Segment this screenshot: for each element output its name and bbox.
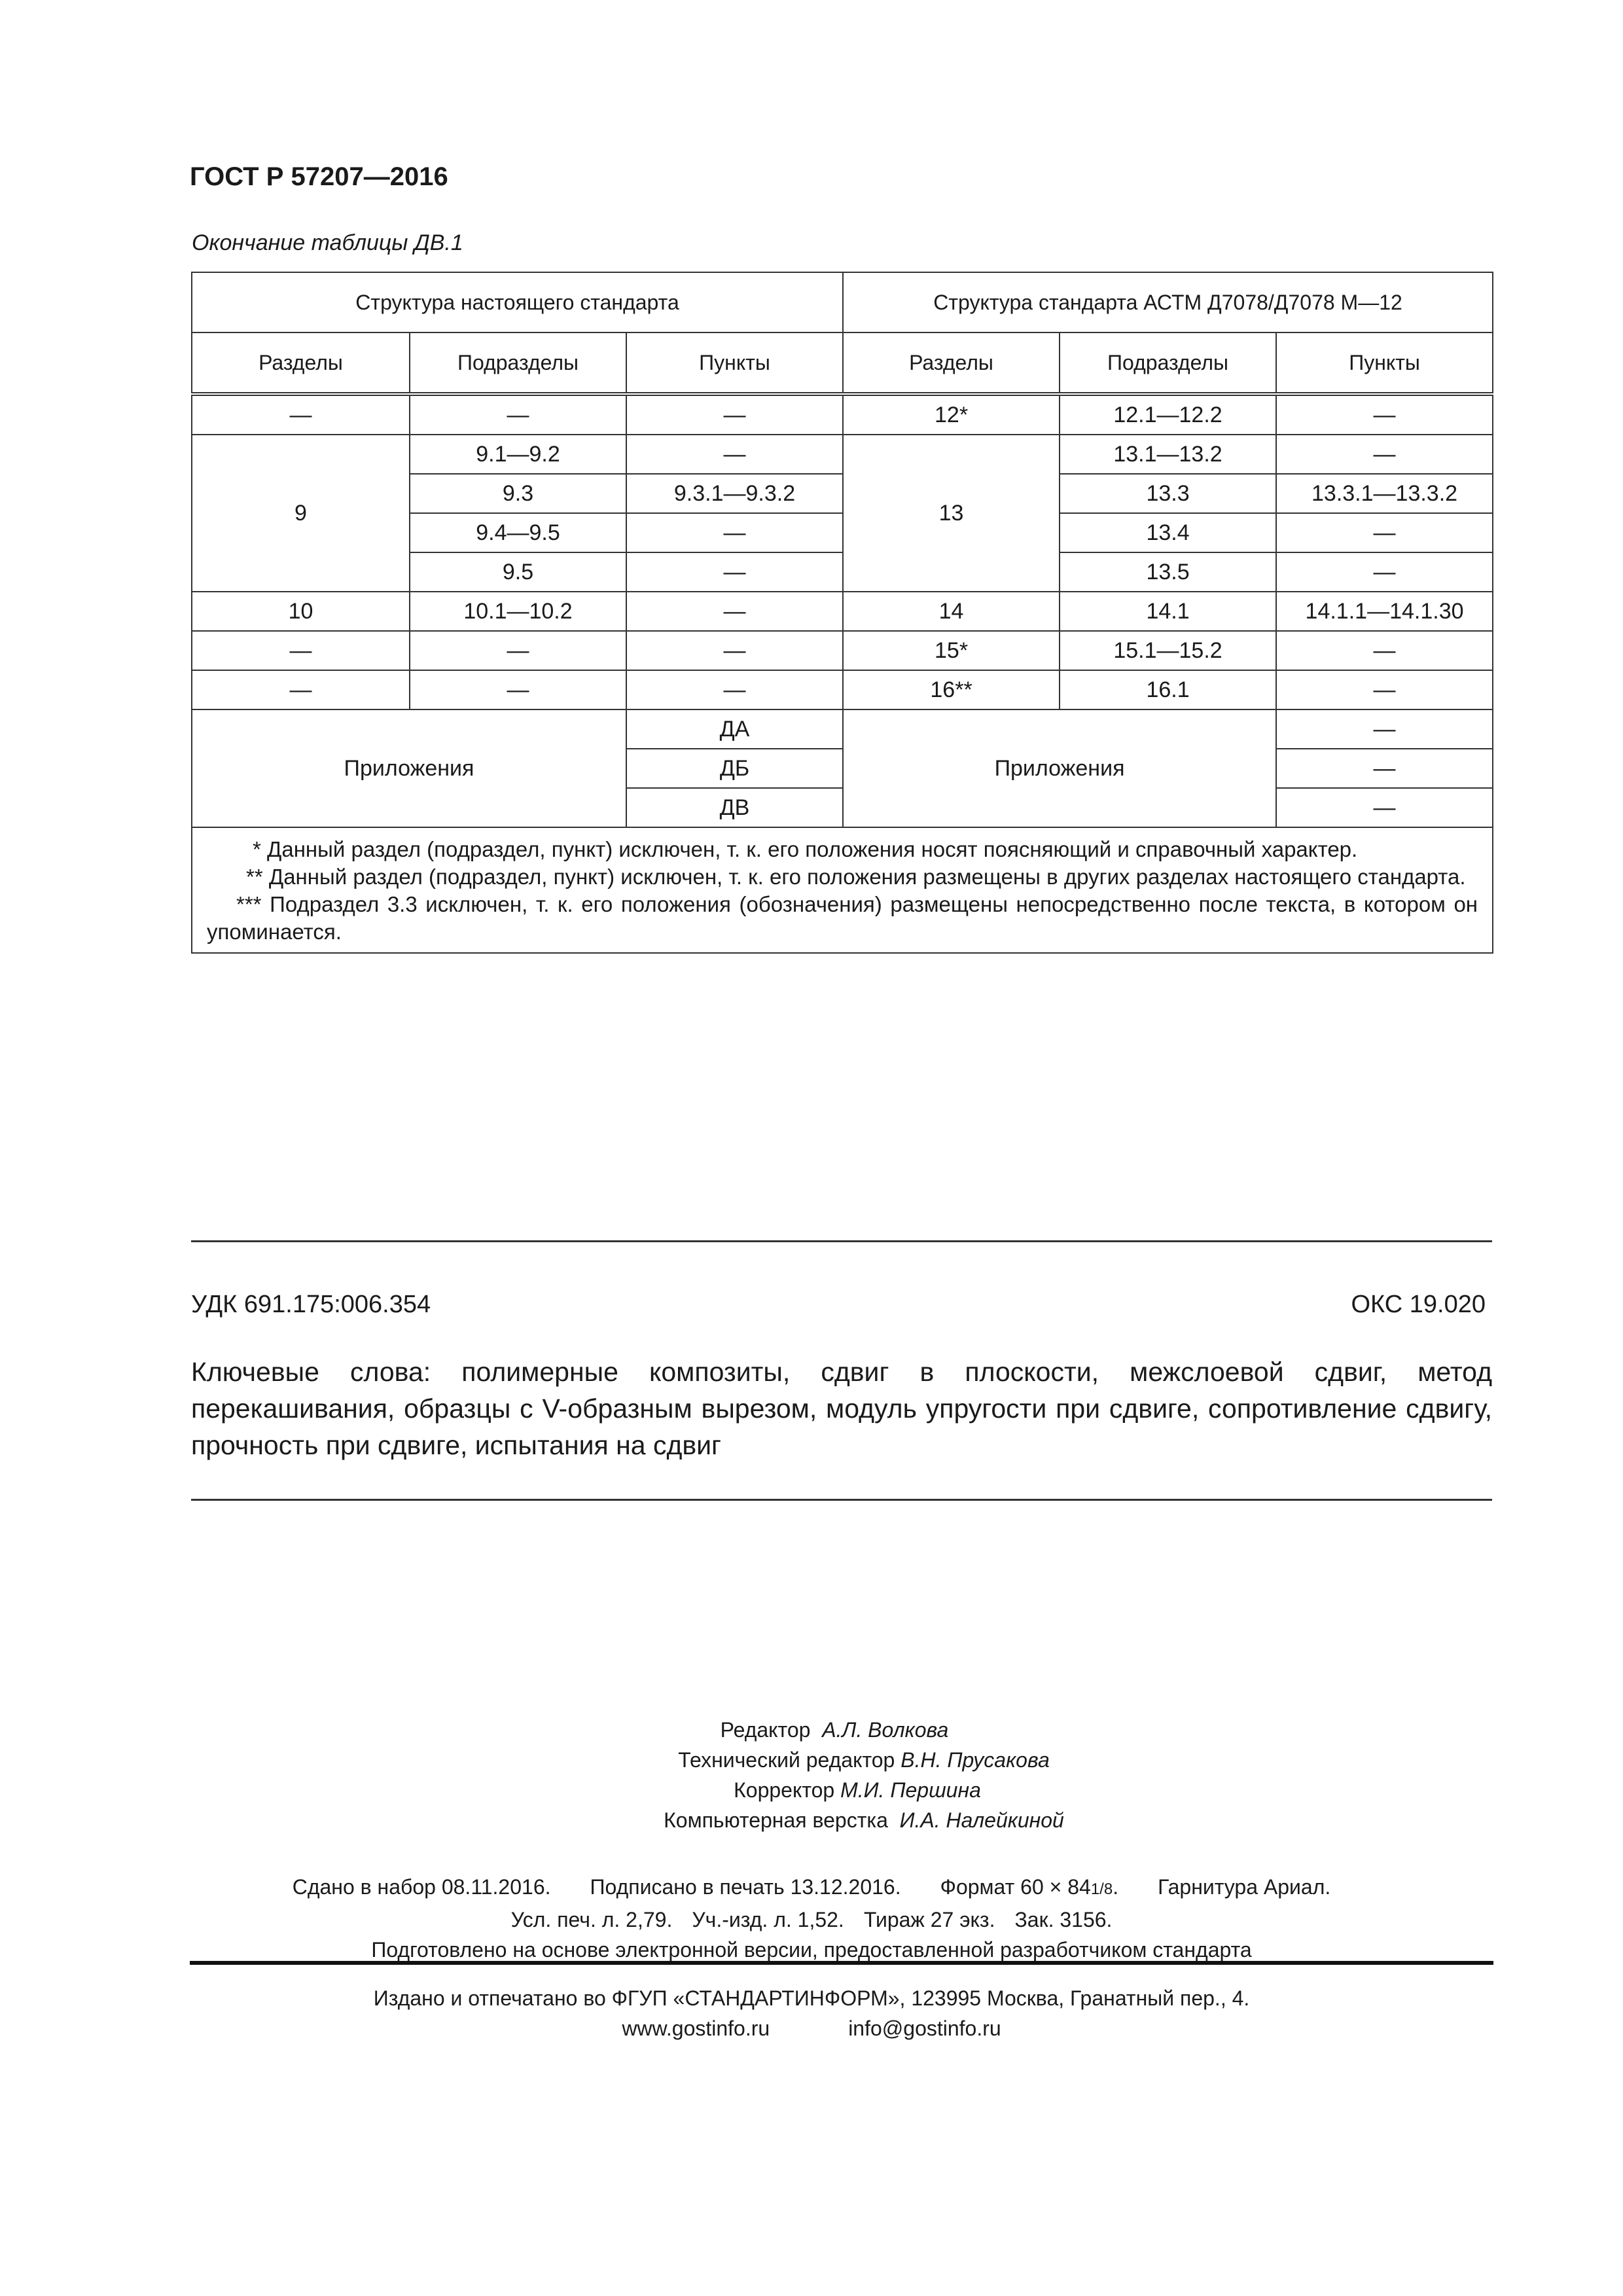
imprint-prepared: Подготовлено на основе электронной версии, предоставленной разработчиком стандарта bbox=[371, 1938, 1252, 1962]
table-cell: 9 bbox=[192, 435, 410, 592]
table-cell: — bbox=[192, 670, 410, 709]
divider bbox=[190, 1961, 1493, 1965]
table-note: *** Подраздел 3.3 исключен, т. к. его положения (обозначения) размещены непосредственно после текста, в котором он упоминается. bbox=[207, 892, 1478, 944]
table-cell: 9.5 bbox=[410, 552, 626, 592]
appendix-row bbox=[192, 709, 1493, 749]
table-cell: 13.4 bbox=[1060, 513, 1276, 552]
table-cell: 13 bbox=[843, 435, 1060, 592]
appendix-item: ДБ bbox=[626, 749, 843, 788]
publisher-line: Издано и отпечатано во ФГУП «СТАНДАРТИНФОРМ», 123995 Москва, Гранатный пер., 4. bbox=[373, 1986, 1250, 2010]
table-cell: — bbox=[1276, 631, 1493, 670]
column-header: Пункты bbox=[626, 332, 843, 394]
table-cell: 9.4—9.5 bbox=[410, 513, 626, 552]
credit-editor: Редактор А.Л. Волкова bbox=[720, 1718, 949, 1742]
table-cell: 12.1—12.2 bbox=[1060, 394, 1276, 435]
imprint-line: Сдано в набор 08.11.2016. Подписано в печать 13.12.2016. Формат 60 × 841/8. Гарнитура Ариал. bbox=[292, 1875, 1331, 1899]
table-cell: 13.5 bbox=[1060, 552, 1276, 592]
column-header: Разделы bbox=[192, 332, 410, 394]
group-header-current-standard: Структура настоящего стандарта bbox=[192, 272, 843, 332]
divider bbox=[191, 1240, 1492, 1242]
divider bbox=[191, 1499, 1492, 1501]
appendix-item: — bbox=[1276, 788, 1493, 827]
table-cell: 14.1.1—14.1.30 bbox=[1276, 592, 1493, 631]
table-cell: 13.3.1—13.3.2 bbox=[1276, 474, 1493, 513]
table-cell: 15* bbox=[843, 631, 1060, 670]
table-column-header-row bbox=[192, 332, 1493, 394]
table-cell: — bbox=[1276, 513, 1493, 552]
table-cell: 16** bbox=[843, 670, 1060, 709]
table-cell: 14 bbox=[843, 592, 1060, 631]
imprint-block bbox=[0, 1872, 1623, 1965]
table-cell: — bbox=[626, 513, 843, 552]
table-row bbox=[192, 394, 1493, 435]
table-cell: 13.3 bbox=[1060, 474, 1276, 513]
credit-corrector: Корректор М.И. Першина bbox=[734, 1778, 981, 1802]
table-row bbox=[192, 631, 1493, 670]
table-cell: — bbox=[626, 435, 843, 474]
appendix-item: ДВ bbox=[626, 788, 843, 827]
table-caption: Окончание таблицы ДВ.1 bbox=[192, 230, 463, 255]
table-cell: 12* bbox=[843, 394, 1060, 435]
table-cell: — bbox=[1276, 552, 1493, 592]
publisher-block bbox=[0, 1983, 1623, 2043]
table-cell: 15.1—15.2 bbox=[1060, 631, 1276, 670]
table-cell: — bbox=[410, 670, 626, 709]
column-header: Подразделы bbox=[1060, 332, 1276, 394]
table-cell: — bbox=[1276, 394, 1493, 435]
table-cell: 9.3 bbox=[410, 474, 626, 513]
table-cell: — bbox=[626, 592, 843, 631]
table-cell: — bbox=[626, 631, 843, 670]
appendix-item: ДА bbox=[626, 709, 843, 749]
table-cell: — bbox=[410, 394, 626, 435]
table-cell: — bbox=[1276, 435, 1493, 474]
table-cell: 13.1—13.2 bbox=[1060, 435, 1276, 474]
oks-code: ОКС 19.020 bbox=[1351, 1291, 1486, 1318]
table-cell: 10.1—10.2 bbox=[410, 592, 626, 631]
table-notes bbox=[192, 827, 1493, 953]
document-number: ГОСТ Р 57207—2016 bbox=[190, 162, 448, 191]
credit-layout: Компьютерная верстка И.А. Налейкиной bbox=[664, 1808, 1064, 1832]
table-cell: — bbox=[192, 394, 410, 435]
appendix-label-current: Приложения bbox=[192, 709, 626, 827]
table-cell: — bbox=[410, 631, 626, 670]
udc-code: УДК 691.175:006.354 bbox=[191, 1291, 431, 1318]
table-cell: 10 bbox=[192, 592, 410, 631]
publisher-contacts bbox=[0, 2013, 1623, 2043]
keywords: Ключевые слова: полимерные композиты, сдвиг в плоскости, межслоевой сдвиг, метод перекашивания, образцы с V-образным вырезом, модуль упругости при сдвиге, сопротивление сдвигу, прочность при сдвиге, испытания на сдвиг bbox=[191, 1357, 1492, 1460]
appendix-label-astm: Приложения bbox=[843, 709, 1276, 827]
table-cell: — bbox=[1276, 670, 1493, 709]
group-header-astm-standard: Структура стандарта АСТМ Д7078/Д7078 М—12 bbox=[843, 272, 1493, 332]
table-cell: — bbox=[626, 670, 843, 709]
table-cell: — bbox=[626, 552, 843, 592]
table-cell: 9.3.1—9.3.2 bbox=[626, 474, 843, 513]
appendix-item: — bbox=[1276, 749, 1493, 788]
table-cell: — bbox=[192, 631, 410, 670]
table-row bbox=[192, 435, 1493, 474]
appendix-item: — bbox=[1276, 709, 1493, 749]
table-group-header-row bbox=[192, 272, 1493, 332]
table-note: * Данный раздел (подраздел, пункт) исключен, т. к. его положения носят поясняющий и справочный характер. bbox=[253, 837, 1358, 861]
credit-tech-editor: Технический редактор В.Н. Прусакова bbox=[678, 1748, 1050, 1772]
table-row bbox=[192, 592, 1493, 631]
table-notes-row bbox=[192, 827, 1493, 953]
table-cell: 16.1 bbox=[1060, 670, 1276, 709]
structure-comparison-table bbox=[191, 272, 1493, 954]
table-note: ** Данный раздел (подраздел, пункт) исключен, т. к. его положения размещены в других разделах настоящего стандарта. bbox=[246, 865, 1466, 889]
table-row bbox=[192, 670, 1493, 709]
imprint-line: Усл. печ. л. 2,79. Уч.-изд. л. 1,52. Тираж 27 экз. Зак. 3156. bbox=[510, 1908, 1113, 1931]
credits-block bbox=[0, 1715, 1623, 1835]
website-link[interactable]: www.gostinfo.ru bbox=[622, 2017, 770, 2040]
table-cell: — bbox=[626, 394, 843, 435]
email-link[interactable]: info@gostinfo.ru bbox=[848, 2017, 1001, 2040]
table-cell: 9.1—9.2 bbox=[410, 435, 626, 474]
table-cell: 14.1 bbox=[1060, 592, 1276, 631]
column-header: Разделы bbox=[843, 332, 1060, 394]
column-header: Подразделы bbox=[410, 332, 626, 394]
column-header: Пункты bbox=[1276, 332, 1493, 394]
